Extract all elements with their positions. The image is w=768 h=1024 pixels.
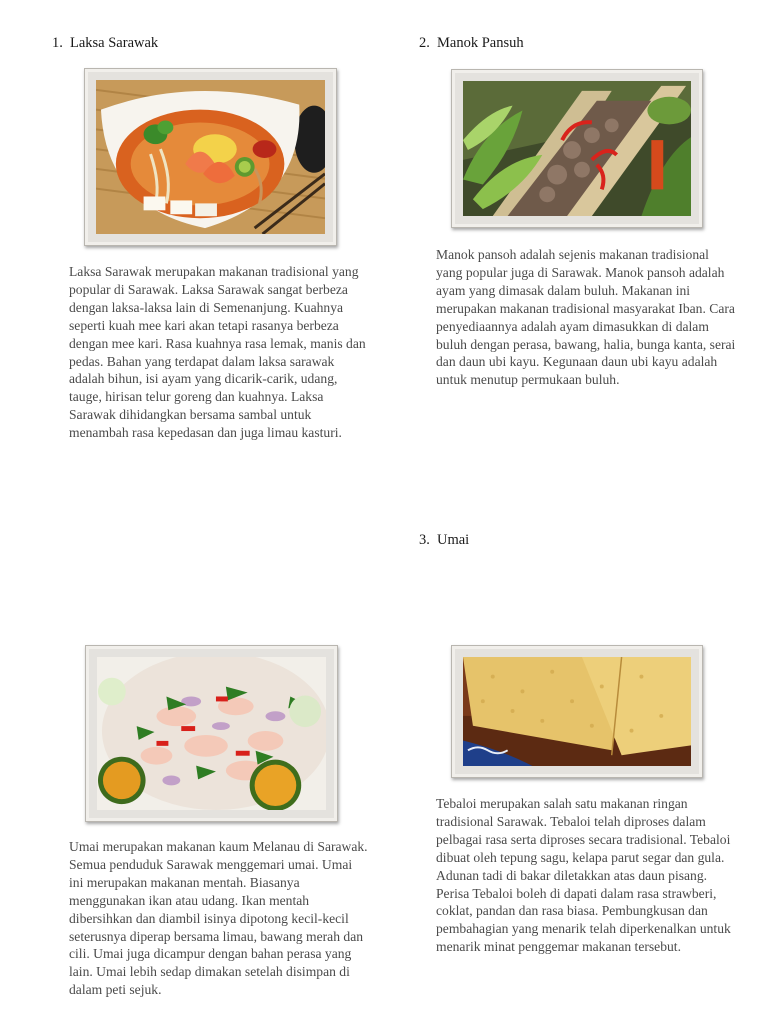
umai-photo <box>97 657 326 810</box>
umai-photo-frame <box>85 645 338 822</box>
tebaloi-photo <box>463 657 691 766</box>
manok-pansuh-description: Manok pansoh adalah sejenis makanan tradisional yang popular juga di Sarawak. Manok pansoh adalah ayam yang dimasak dalam buluh. Makanan ini merupakan makanan tradisional masyarakat Iban. Cara penyediaannya adalah ayam dimasukkan di dalam buluh dengan perasa, bawang, halia, bunga kanta, serai dan daun ubi kayu. Kegunaan daun ubi kayu adalah untuk menutup permukaan buluh. <box>436 247 736 388</box>
heading-title: Manok Pansuh <box>437 35 524 51</box>
tebaloi-description: Tebaloi merupakan salah satu makanan ringan tradisional Sarawak. Tebaloi telah diproses dalam pelbagai rasa serta diproses secara tradisional. Tebaloi dibuat oleh tepung sagu, kelapa parut segar dan gula. Adunan tadi di bakar diletakkan atas daun pisang. Perisa Tebaloi boleh di dapati dalam rasa strawberi, coklat, pandan dan rasa biasa. Pembungkusan dan pembahagian yang menarik telah diperkenalkan untuk menarik minat penggemar makanan tersebut. <box>436 796 731 955</box>
heading-manok-pansuh <box>419 35 524 52</box>
laksa-sarawak-description: Laksa Sarawak merupakan makanan tradisional yang popular di Sarawak. Laksa Sarawak sangat berbeza dengan laksa-laksa lain di Semenanjung. Kuahnya seperti kuah mee kari akan tetapi rasanya berbeza dengan mee kari. Rasa kuahnya rasa lemak, manis dan pedas. Bahan yang terdapat dalam laksa sarawak adalah bihun, isi ayam yang dicarik-carik, udang, tauge, hirisan telur goreng dan kuahnya. Laksa Sarawak dihidangkan bersama sambal untuk menambah rasa kepedasan dan juga limau kasturi. <box>69 264 366 441</box>
heading-number: 3. <box>419 532 430 548</box>
laksa-sarawak-photo-frame <box>84 68 337 246</box>
heading-laksa-sarawak <box>52 35 158 52</box>
laksa-sarawak-photo <box>96 80 325 234</box>
heading-number: 2. <box>419 35 430 51</box>
heading-number: 1. <box>52 35 63 51</box>
heading-title: Laksa Sarawak <box>70 35 159 51</box>
tebaloi-photo-frame <box>451 645 703 778</box>
heading-title: Umai <box>437 532 470 548</box>
heading-umai <box>419 532 469 549</box>
manok-pansuh-photo <box>463 81 691 216</box>
manok-pansuh-photo-frame <box>451 69 703 228</box>
umai-description: Umai merupakan makanan kaum Melanau di Sarawak. Semua penduduk Sarawak menggemari umai. Umai ini merupakan makanan mentah. Biasanya menggunakan ikan atau udang. Ikan mentah dibersihkan dan diambil isinya dipotong kecil-kecil seterusnya diperap bersama limau, bawang merah dan cili. Umai juga dicampur dengan bahan perasa yang lain. Umai lebih sedap dimakan setelah disimpan di dalam peti sejuk. <box>69 839 368 998</box>
